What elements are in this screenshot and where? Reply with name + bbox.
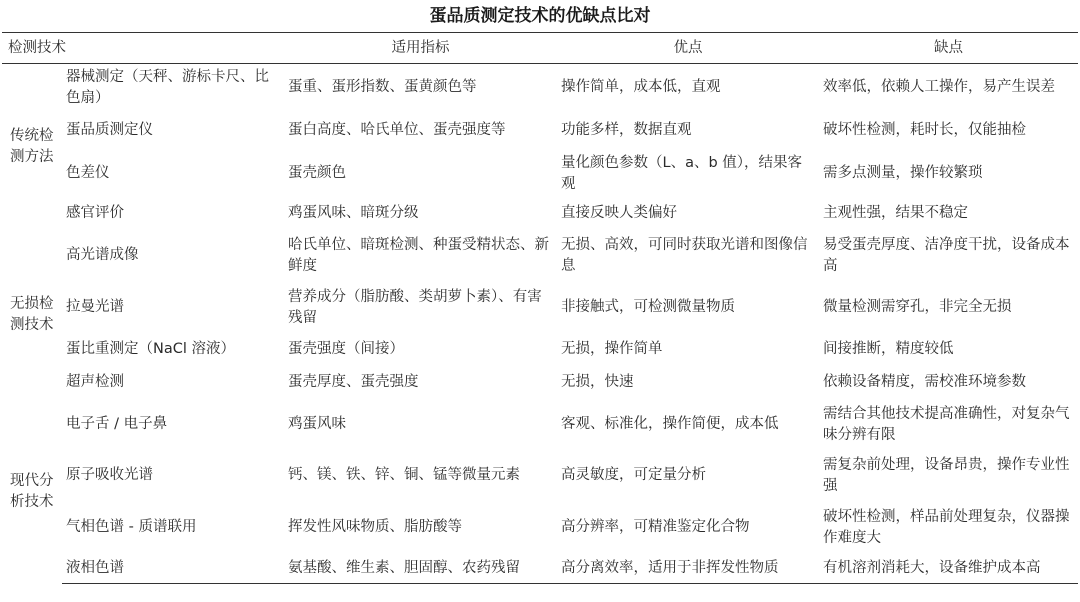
method-cell: 拉曼光谱 bbox=[66, 299, 124, 315]
comparison-table bbox=[2, 32, 1078, 584]
disadvantages-cell: 主观性强，结果不稳定 bbox=[823, 205, 968, 221]
category-cell: 无损检测技术 bbox=[10, 295, 54, 333]
table-row bbox=[2, 502, 1078, 554]
table-row bbox=[2, 198, 1078, 230]
advantages-cell: 无损、高效，可同时获取光谱和图像信息 bbox=[561, 236, 808, 274]
header-row bbox=[2, 33, 1078, 64]
advantages-cell: 直接反映人类偏好 bbox=[561, 205, 677, 221]
header-indicators: 适用指标 bbox=[284, 33, 557, 64]
disadvantages-cell: 需多点测量，操作较繁琐 bbox=[823, 165, 983, 181]
table-row bbox=[2, 334, 1078, 366]
method-cell: 原子吸收光谱 bbox=[66, 467, 153, 483]
disadvantages-cell: 易受蛋壳厚度、洁净度干扰，设备成本高 bbox=[823, 236, 1070, 274]
advantages-cell: 高灵敏度，可定量分析 bbox=[561, 467, 706, 483]
indicators-cell: 哈氏单位、暗斑检测、种蛋受精状态、新鲜度 bbox=[288, 236, 549, 274]
table-row bbox=[2, 400, 1078, 450]
advantages-cell: 高分离效率，适用于非挥发性物质 bbox=[557, 554, 819, 584]
disadvantages-cell: 效率低，依赖人工操作，易产生误差 bbox=[823, 79, 1055, 96]
advantages-cell: 客观、标准化，操作简便，成本低 bbox=[561, 416, 779, 432]
method-cell: 气相色谱 - 质谱联用 bbox=[66, 519, 197, 535]
table-row bbox=[2, 112, 1078, 150]
method-cell: 高光谱成像 bbox=[66, 247, 139, 263]
method-cell: 液相色谱 bbox=[62, 554, 284, 584]
disadvantages-cell: 需结合其他技术提高准确性，对复杂气味分辨有限 bbox=[823, 405, 1070, 443]
advantages-cell: 高分辨率，可精准鉴定化合物 bbox=[561, 519, 750, 535]
table-row bbox=[2, 230, 1078, 282]
disadvantages-cell: 需复杂前处理，设备昂贵，操作专业性强 bbox=[823, 456, 1070, 494]
table-row bbox=[2, 366, 1078, 400]
indicators-cell: 营养成分（脂肪酸、类胡萝卜素）、有害残留 bbox=[288, 288, 542, 326]
indicators-cell: 钙、镁、铁、锌、铜、锰等微量元素 bbox=[288, 467, 520, 483]
header-advantages: 优点 bbox=[557, 33, 819, 64]
method-cell: 色差仪 bbox=[66, 165, 110, 181]
table-row bbox=[2, 64, 1078, 112]
indicators-cell: 挥发性风味物质、脂肪酸等 bbox=[288, 519, 462, 535]
disadvantages-cell: 微量检测需穿孔，非完全无损 bbox=[823, 299, 1012, 315]
disadvantages-cell: 破坏性检测，耗时长，仅能抽检 bbox=[823, 122, 1026, 138]
disadvantages-cell: 间接推断，精度较低 bbox=[823, 341, 954, 357]
advantages-cell: 无损，操作简单 bbox=[561, 341, 663, 357]
advantages-cell: 无损，快速 bbox=[561, 374, 634, 390]
header-technique: 检测技术 bbox=[2, 33, 284, 64]
method-cell: 感官评价 bbox=[66, 205, 124, 221]
indicators-cell: 蛋壳厚度、蛋壳强度 bbox=[288, 374, 419, 390]
table-row bbox=[2, 554, 1078, 584]
table-row bbox=[2, 282, 1078, 334]
header-disadvantages: 缺点 bbox=[819, 33, 1078, 64]
indicators-cell: 蛋白高度、哈氏单位、蛋壳强度等 bbox=[288, 122, 506, 138]
table-row bbox=[2, 150, 1078, 198]
advantages-cell: 功能多样，数据直观 bbox=[561, 122, 692, 138]
indicators-cell: 蛋重、蛋形指数、蛋黄颜色等 bbox=[288, 79, 477, 96]
method-cell: 电子舌 / 电子鼻 bbox=[66, 416, 168, 432]
disadvantages-cell: 依赖设备精度，需校准环境参数 bbox=[823, 374, 1026, 390]
advantages-cell: 量化颜色参数（L、a、b 值），结果客观 bbox=[561, 154, 803, 192]
indicators-cell: 蛋壳颜色 bbox=[288, 165, 346, 181]
category-cell: 现代分析技术 bbox=[10, 472, 54, 510]
indicators-cell: 氨基酸、维生素、胆固醇、农药残留 bbox=[284, 554, 557, 584]
method-cell: 超声检测 bbox=[66, 374, 124, 390]
method-cell: 器械测定（天秤、游标卡尺、比色扇） bbox=[66, 68, 269, 106]
table-title: 蛋品质测定技术的优缺点比对 bbox=[429, 6, 651, 26]
disadvantages-cell: 有机溶剂消耗大，设备维护成本高 bbox=[819, 554, 1078, 584]
method-cell: 蛋品质测定仪 bbox=[66, 122, 153, 138]
indicators-cell: 鸡蛋风味 bbox=[288, 416, 346, 432]
table-row bbox=[2, 450, 1078, 502]
advantages-cell: 操作简单，成本低，直观 bbox=[561, 79, 721, 96]
indicators-cell: 鸡蛋风味、暗斑分级 bbox=[288, 205, 419, 221]
indicators-cell: 蛋壳强度（间接） bbox=[288, 341, 404, 357]
category-cell: 传统检测方法 bbox=[10, 127, 54, 165]
method-cell: 蛋比重测定（NaCl 溶液） bbox=[66, 341, 235, 357]
disadvantages-cell: 破坏性检测，样品前处理复杂，仪器操作难度大 bbox=[823, 508, 1070, 546]
advantages-cell: 非接触式，可检测微量物质 bbox=[561, 299, 735, 315]
